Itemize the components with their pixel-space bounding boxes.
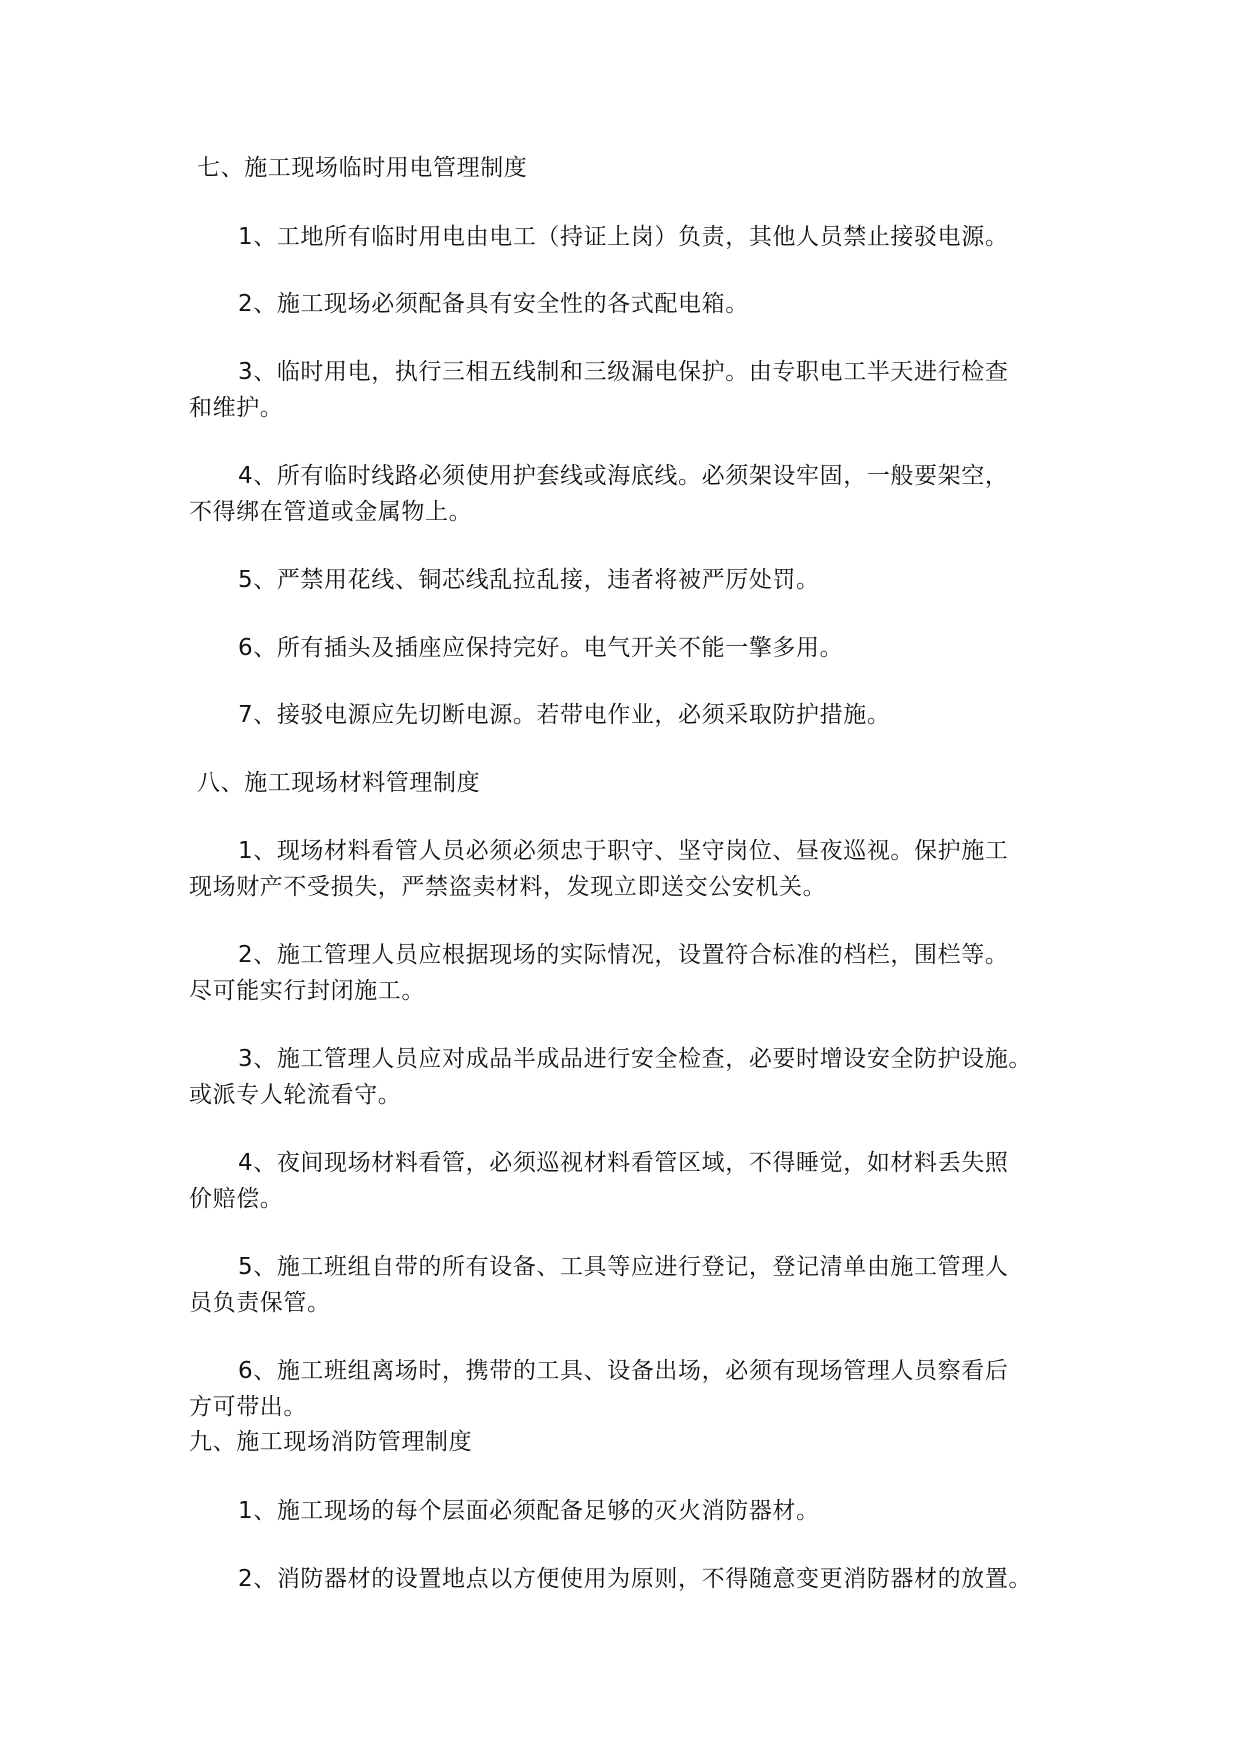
list-item: 1、现场材料看管人员必须必须忠于职守、坚守岗位、昼夜巡视。保护施工: [238, 838, 1009, 864]
section-title: 七、施工现场临时用电管理制度: [197, 155, 528, 181]
list-item: 2、施工管理人员应根据现场的实际情况，设置符合标准的档栏，围栏等。: [238, 942, 1009, 968]
list-item: 3、临时用电，执行三相五线制和三级漏电保护。由专职电工半天进行检查: [238, 359, 1009, 385]
list-item-continuation: 不得绑在管道或金属物上。: [189, 499, 473, 525]
list-item: 4、夜间现场材料看管，必须巡视材料看管区域，不得睡觉，如材料丢失照: [238, 1150, 1009, 1176]
list-item-continuation: 价赔偿。: [189, 1186, 284, 1212]
list-item: 6、施工班组离场时，携带的工具、设备出场，必须有现场管理人员察看后: [238, 1358, 1009, 1384]
list-item: 1、工地所有临时用电由电工（持证上岗）负责，其他人员禁止接驳电源。: [238, 224, 1009, 250]
section-title: 八、施工现场材料管理制度: [197, 770, 481, 796]
list-item-continuation: 员负责保管。: [189, 1290, 331, 1316]
list-item-continuation: 现场财产不受损失，严禁盗卖材料，发现立即送交公安机关。: [189, 874, 827, 900]
list-item: 5、施工班组自带的所有设备、工具等应进行登记，登记清单由施工管理人: [238, 1254, 1009, 1280]
list-item-continuation: 方可带出。: [189, 1394, 307, 1420]
list-item: 7、接驳电源应先切断电源。若带电作业，必须采取防护措施。: [238, 702, 891, 728]
list-item: 2、消防器材的设置地点以方便使用为原则，不得随意变更消防器材的放置。: [238, 1566, 1033, 1592]
section-title: 九、施工现场消防管理制度: [189, 1429, 473, 1455]
list-item: 1、施工现场的每个层面必须配备足够的灭火消防器材。: [238, 1498, 820, 1524]
list-item-continuation: 或派专人轮流看守。: [189, 1082, 402, 1108]
list-item-continuation: 尽可能实行封闭施工。: [189, 978, 425, 1004]
list-item-continuation: 和维护。: [189, 395, 284, 421]
list-item: 2、施工现场必须配备具有安全性的各式配电箱。: [238, 291, 749, 317]
list-item: 6、所有插头及插座应保持完好。电气开关不能一擎多用。: [238, 635, 844, 661]
list-item: 3、施工管理人员应对成品半成品进行安全检查，必要时增设安全防护设施。: [238, 1046, 1033, 1072]
list-item: 5、严禁用花线、铜芯线乱拉乱接，违者将被严厉处罚。: [238, 567, 820, 593]
list-item: 4、所有临时线路必须使用护套线或海底线。必须架设牢固，一般要架空，: [238, 463, 1009, 489]
